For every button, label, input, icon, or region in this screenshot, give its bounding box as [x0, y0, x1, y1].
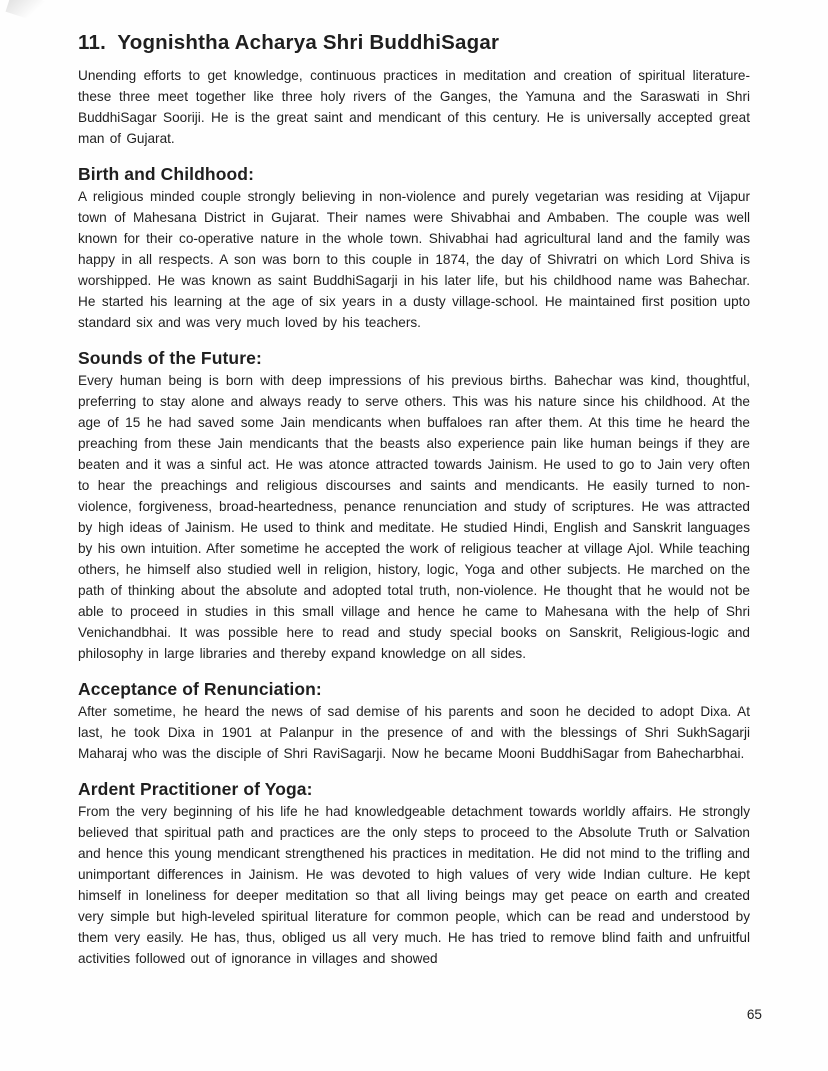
intro-paragraph: Unending efforts to get knowledge, continuous practices in meditation and creation of spiritual literature-these three meet together like three holy rivers of the Ganges, the Yamuna and the Saraswati in Shri BuddhiSagar Sooriji. He is the great saint and mendicant of this century. He is universally accepted great man of Gujarat. — [78, 68, 750, 146]
section-body-sounds-of-the-future: Every human being is born with deep impressions of his previous births. Bahechar was kind, thoughtful, preferring to stay alone and always ready to serve others. This was his nature since his childhood. At the age of 15 he had saved some Jain mendicants when buffaloes ran after them. At this time he heard the preaching from these Jain mendicants that the beasts also experience pain like human beings if they are beaten and it was a sinful act. He was atonce attracted towards Jainism. He used to go to Jain very often to hear the preachings and religious discourses and saints and mendicants. He easily turned to non-violence, forgiveness, broad-heartedness, penance renunciation and study of scriptures. He was attracted by high ideas of Jainism. He used to think and meditate. He studied Hindi, English and Sanskrit languages by his own intuition. After sometime he accepted the work of religious teacher at village Ajol. While teaching others, he himself also studied well in religion, history, logic, Yoga and other subjects. He marched on the path of thinking about the absolute and adopted total truth, non-violence. He thought that he would not be able to proceed in studies in this small village and hence he came to Mahesana with the help of Shri Venichandbhai. It was possible here to read and study special books on Sanskrit, Religious-logic and philosophy in large libraries and thereby expand knowledge on all sides. — [78, 373, 750, 661]
section-body-acceptance-of-renunciation: After sometime, he heard the news of sad demise of his parents and soon he decided to adopt Dixa. At last, he took Dixa in 1901 at Palanpur in the presence of and with the blessings of Shri SukhSagarji Maharaj who was the disciple of Shri RaviSagarji. Now he became Mooni BuddhiSagar from Bahecharbhai. — [78, 704, 750, 761]
section-heading-acceptance-of-renunciation: Acceptance of Renunciation: — [78, 679, 322, 699]
page-title: 11. Yognishtha Acharya Shri BuddhiSagar — [78, 31, 500, 54]
scan-artifact — [6, 0, 49, 23]
section-ardent-practitioner-of-yoga — [78, 778, 750, 969]
section-acceptance-of-renunciation — [78, 678, 750, 764]
section-sounds-of-the-future — [78, 347, 750, 664]
section-body-birth-and-childhood: A religious minded couple strongly believing in non-violence and purely vegetarian was residing at Vijapur town of Mahesana District in Gujarat. Their names were Shivabhai and Ambaben. The couple was well known for their co-operative nature in the whole town. Shivabhai had agricultural land and the family was happy in all respects. A son was born to this couple in 1874, the day of Shivratri on which Lord Shiva is worshipped. He was known as saint BuddhiSagarji in his later life, but his childhood name was Bahechar. He started his learning at the age of six years in a dusty village-school. He maintained first position upto standard six and was very much loved by his teachers. — [78, 189, 750, 330]
section-heading-ardent-practitioner-of-yoga: Ardent Practitioner of Yoga: — [78, 779, 313, 799]
section-birth-and-childhood — [78, 163, 750, 333]
section-heading-sounds-of-the-future: Sounds of the Future: — [78, 348, 262, 368]
section-heading-birth-and-childhood: Birth and Childhood: — [78, 164, 254, 184]
section-body-ardent-practitioner-of-yoga: From the very beginning of his life he had knowledgeable detachment towards worldly affairs. He strongly believed that spiritual path and practices are the only steps to proceed to the Absolute Truth or Salvation and hence this young mendicant strengthened his practices in meditation. He did not mind to the trifling and unimportant differences in Jainism. He was devoted to high values of very wide Indian culture. He kept himself in loneliness for deeper meditation so that all living beings may get peace on earth and created very simple but high-leveled spiritual literature for common people, which can be read and understood by them very easily. He has, thus, obliged us all very much. He has tried to remove blind faith and unfruitful activities followed out of ignorance in villages and showed — [78, 804, 750, 966]
page-number: 65 — [746, 1007, 762, 1022]
